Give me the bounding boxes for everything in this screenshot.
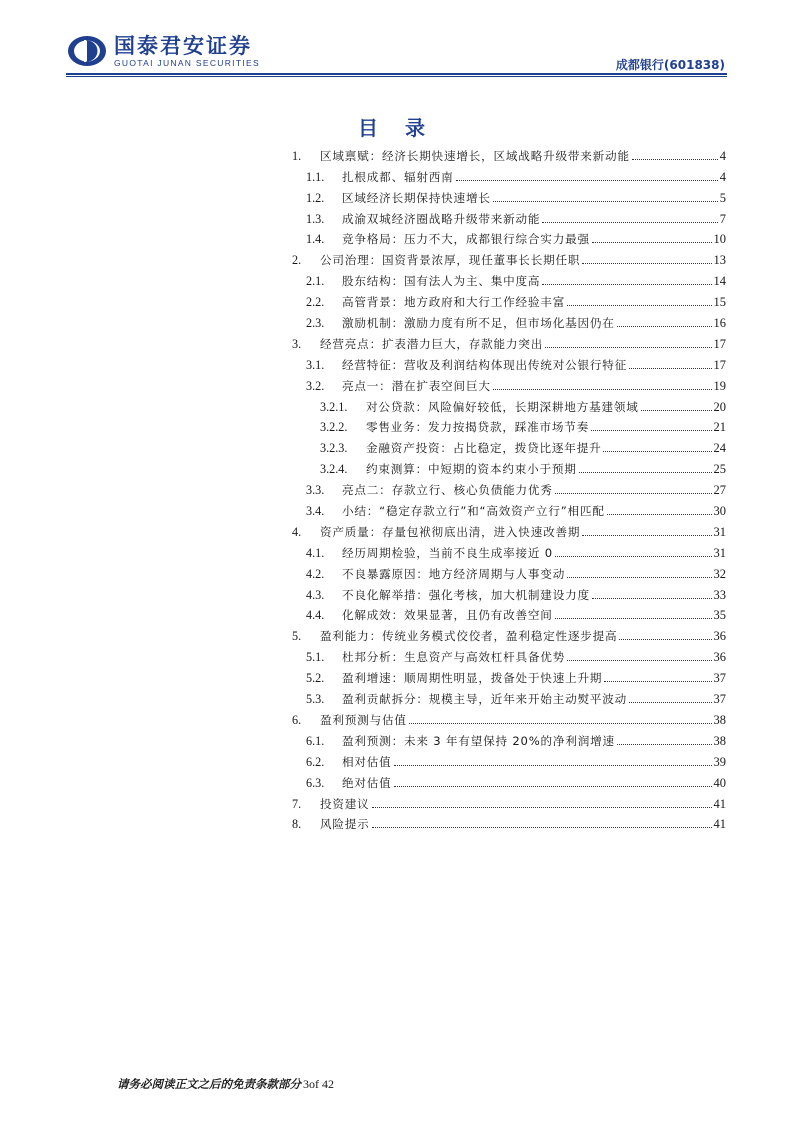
- toc-dot-leader: [617, 326, 712, 327]
- toc-entry-number: 4.4.: [306, 608, 325, 623]
- toc-dot-leader: [603, 451, 711, 452]
- toc-entry[interactable]: [290, 561, 726, 582]
- toc-entry-text: 公司治理：国资背景浓厚，现任董事长长期任职: [320, 253, 581, 268]
- toc-entry-text: 相对估值: [342, 754, 392, 769]
- toc-entry-number: 4.: [292, 524, 302, 539]
- toc-entry[interactable]: [290, 143, 726, 164]
- toc-entry[interactable]: [290, 707, 726, 728]
- toc-entry-text: 经营特征：营收及利润结构体现出传统对公银行特征: [342, 357, 628, 372]
- toc-dot-leader: [582, 535, 711, 536]
- toc-entry[interactable]: [290, 373, 726, 394]
- toc-entry-number: 3.3.: [306, 483, 325, 498]
- toc-entry-page: 31: [713, 545, 726, 560]
- header-rule-thick: [66, 73, 727, 75]
- toc-entry-page: 39: [713, 754, 726, 769]
- toc-dot-leader: [579, 472, 712, 473]
- toc-dot-leader: [604, 681, 711, 682]
- toc-entry[interactable]: [290, 310, 726, 331]
- toc-entry-number: 7.: [292, 796, 302, 811]
- toc-dot-leader: [641, 410, 712, 411]
- toc-entry-text: 化解成效：效果显著，且仍有改善空间: [342, 608, 553, 623]
- toc-entry-page: 31: [713, 524, 726, 539]
- toc-entry-text: 扎根成都、辐射西南: [342, 169, 454, 184]
- toc-entry-text: 盈利贡献拆分：规模主导，近年来开始主动熨平波动: [342, 692, 628, 707]
- toc-entry-number: 1.: [292, 148, 302, 163]
- toc-entry-number: 3.2.2.: [320, 420, 348, 435]
- toc-entry[interactable]: [290, 770, 726, 791]
- toc-entry-number: 4.2.: [306, 566, 325, 581]
- toc-entry[interactable]: [290, 456, 726, 477]
- toc-dot-leader: [629, 368, 711, 369]
- toc-entry-page: 19: [713, 378, 726, 393]
- toc-entry-page: 17: [713, 357, 726, 372]
- toc-entry[interactable]: [290, 686, 726, 707]
- toc-entry-text: 约束测算：中短期的资本约束小于预期: [366, 462, 577, 477]
- toc-dot-leader: [394, 765, 712, 766]
- toc-entry[interactable]: [290, 394, 726, 415]
- toc-entry-text: 激励机制：激励力度有所不足，但市场化基因仍在: [342, 316, 615, 331]
- toc-entry-text: 亮点二：存款立行、核心负债能力优秀: [342, 483, 553, 498]
- toc-entry[interactable]: [290, 352, 726, 373]
- toc-dot-leader: [493, 389, 712, 390]
- toc-dot-leader: [591, 430, 711, 431]
- toc-entry-number: 3.: [292, 336, 302, 351]
- toc-dot-leader: [542, 284, 711, 285]
- toc-entry-number: 3.4.: [306, 504, 325, 519]
- toc-entry-page: 30: [713, 504, 726, 519]
- toc-entry[interactable]: [290, 749, 726, 770]
- table-of-contents: [290, 143, 726, 832]
- toc-entry-text: 不良化解举措：强化考核，加大机制建设力度: [342, 587, 590, 602]
- toc-dot-leader: [542, 222, 717, 223]
- toc-entry-number: 4.1.: [306, 545, 325, 560]
- toc-dot-leader: [493, 201, 718, 202]
- toc-entry-page: 41: [713, 796, 726, 811]
- page-header: [0, 0, 793, 80]
- toc-entry[interactable]: [290, 603, 726, 624]
- toc-entry[interactable]: [290, 206, 726, 227]
- toc-entry-text: 竞争格局：压力不大，成都银行综合实力最强: [342, 232, 590, 247]
- toc-entry-number: 1.2.: [306, 190, 325, 205]
- toc-entry-text: 投资建议: [320, 796, 370, 811]
- toc-dot-leader: [619, 639, 711, 640]
- toc-entry-text: 金融资产投资：占比稳定，拨贷比逐年提升: [366, 441, 602, 456]
- toc-entry[interactable]: [290, 519, 726, 540]
- toc-entry-number: 1.4.: [306, 232, 325, 247]
- toc-entry-text: 盈利预测与估值: [320, 712, 407, 727]
- toc-entry-number: 1.3.: [306, 211, 325, 226]
- toc-dot-leader: [607, 514, 712, 515]
- disclaimer-note: 请务必阅读正文之后的免责条款部分: [117, 1077, 301, 1091]
- toc-entry-number: 5.1.: [306, 650, 325, 665]
- toc-entry-text: 成渝双城经济圈战略升级带来新动能: [342, 211, 541, 226]
- toc-entry-text: 资产质量：存量包袱彻底出清，进入快速改善期: [320, 524, 581, 539]
- toc-dot-leader: [555, 493, 712, 494]
- toc-entry-page: 4: [719, 148, 726, 163]
- logo-chinese-name: 国泰君安证券: [114, 33, 252, 58]
- toc-entry-page: 27: [713, 483, 726, 498]
- toc-dot-leader: [567, 305, 711, 306]
- toc-dot-leader: [555, 556, 712, 557]
- toc-entry-text: 区域经济长期保持快速增长: [342, 190, 491, 205]
- toc-entry-page: 35: [713, 608, 726, 623]
- toc-dot-leader: [372, 827, 712, 828]
- toc-dot-leader: [592, 242, 712, 243]
- toc-entry-page: 13: [713, 253, 726, 268]
- toc-dot-leader: [372, 807, 712, 808]
- toc-title: 目 录: [358, 116, 435, 140]
- toc-entry-number: 3.2.1.: [320, 399, 348, 414]
- toc-entry-text: 杜邦分析：生息资产与高效杠杆具备优势: [342, 650, 566, 665]
- toc-entry-page: 5: [719, 190, 726, 205]
- toc-entry-text: 盈利预测：未来 3 年有望保持 20%的净利润增速: [342, 733, 615, 748]
- toc-entry-number: 5.2.: [306, 671, 325, 686]
- toc-entry[interactable]: [290, 227, 726, 248]
- toc-entry-page: 41: [713, 817, 726, 832]
- toc-entry-text: 高管背景：地方政府和大行工作经验丰富: [342, 295, 566, 310]
- toc-entry-text: 绝对估值: [342, 775, 392, 790]
- page-footer: [117, 1076, 334, 1092]
- toc-entry[interactable]: [290, 477, 726, 498]
- toc-entry-number: 1.1.: [306, 169, 325, 184]
- toc-entry-page: 16: [713, 316, 726, 331]
- toc-entry-page: 37: [713, 671, 726, 686]
- toc-entry-page: 17: [713, 336, 726, 351]
- company-ticker-label: 成都银行(601838): [615, 58, 725, 72]
- toc-entry-number: 3.2.3.: [320, 441, 348, 456]
- toc-dot-leader: [394, 786, 712, 787]
- toc-entry-text: 零售业务：发力按揭贷款，踩准市场节奏: [366, 420, 590, 435]
- toc-dot-leader: [567, 660, 711, 661]
- toc-entry-text: 股东结构：国有法人为主、集中度高: [342, 274, 541, 289]
- toc-entry-number: 5.3.: [306, 692, 325, 707]
- toc-entry-number: 2.2.: [306, 295, 325, 310]
- toc-entry-page: 37: [713, 692, 726, 707]
- toc-entry[interactable]: [290, 540, 726, 561]
- toc-entry[interactable]: [290, 164, 726, 185]
- toc-dot-leader: [617, 744, 712, 745]
- toc-dot-leader: [629, 702, 711, 703]
- toc-dot-leader: [567, 577, 711, 578]
- toc-entry[interactable]: [290, 498, 726, 519]
- toc-entry-number: 6.2.: [306, 754, 325, 769]
- page-number: 3of 42: [303, 1077, 334, 1091]
- toc-entry-text: 经营亮点：扩表潜力巨大，存款能力突出: [320, 336, 544, 351]
- toc-dot-leader: [555, 618, 712, 619]
- logo-english-name: GUOTAI JUNAN SECURITIES: [114, 57, 260, 68]
- toc-entry-page: 33: [713, 587, 726, 602]
- toc-dot-leader: [409, 723, 712, 724]
- toc-dot-leader: [545, 347, 711, 348]
- guotai-junan-logo-icon: [66, 34, 108, 68]
- toc-dot-leader: [592, 598, 712, 599]
- toc-entry-page: 15: [713, 295, 726, 310]
- toc-entry[interactable]: [290, 812, 726, 833]
- toc-entry-text: 不良暴露原因：地方经济周期与人事变动: [342, 566, 566, 581]
- toc-entry[interactable]: [290, 728, 726, 749]
- toc-entry[interactable]: [290, 582, 726, 603]
- toc-entry-page: 36: [713, 650, 726, 665]
- toc-entry[interactable]: [290, 435, 726, 456]
- toc-entry-page: 14: [713, 274, 726, 289]
- toc-entry[interactable]: [290, 644, 726, 665]
- toc-entry-text: 经历周期检验，当前不良生成率接近 0: [342, 545, 553, 560]
- toc-entry-text: 亮点一：潜在扩表空间巨大: [342, 378, 491, 393]
- toc-entry-text: 对公贷款：风险偏好较低，长期深耕地方基建领域: [366, 399, 639, 414]
- toc-entry[interactable]: [290, 289, 726, 310]
- toc-entry-number: 4.3.: [306, 587, 325, 602]
- toc-entry-number: 3.2.: [306, 378, 325, 393]
- toc-entry-page: 21: [713, 420, 726, 435]
- toc-entry-number: 6.1.: [306, 733, 325, 748]
- toc-entry[interactable]: [290, 247, 726, 268]
- toc-entry-text: 风险提示: [320, 817, 370, 832]
- toc-entry-page: 7: [719, 211, 726, 226]
- toc-entry-number: 3.1.: [306, 357, 325, 372]
- toc-entry[interactable]: [290, 415, 726, 436]
- toc-dot-leader: [456, 180, 718, 181]
- toc-entry-number: 2.1.: [306, 274, 325, 289]
- header-rule-thin: [66, 76, 727, 77]
- toc-entry[interactable]: [290, 623, 726, 644]
- toc-entry-page: 38: [713, 712, 726, 727]
- toc-entry-number: 6.3.: [306, 775, 325, 790]
- toc-entry-number: 2.3.: [306, 316, 325, 331]
- toc-entry-text: 盈利增速：顺周期性明显，拨备处于快速上升期: [342, 671, 603, 686]
- toc-entry-number: 8.: [292, 817, 302, 832]
- toc-dot-leader: [582, 263, 711, 264]
- toc-entry-number: 3.2.4.: [320, 462, 348, 477]
- toc-entry-number: 2.: [292, 253, 302, 268]
- toc-entry-page: 10: [713, 232, 726, 247]
- toc-entry-page: 36: [713, 629, 726, 644]
- toc-entry[interactable]: [290, 268, 726, 289]
- toc-entry[interactable]: [290, 331, 726, 352]
- toc-entry-page: 38: [713, 733, 726, 748]
- toc-entry-page: 24: [713, 441, 726, 456]
- toc-entry-page: 4: [719, 169, 726, 184]
- toc-entry-page: 32: [713, 566, 726, 581]
- toc-entry-page: 40: [713, 775, 726, 790]
- toc-entry[interactable]: [290, 665, 726, 686]
- toc-entry-text: 小结：“稳定存款立行”和“高效资产立行”相匹配: [342, 504, 605, 519]
- toc-entry[interactable]: [290, 791, 726, 812]
- toc-entry-number: 5.: [292, 629, 302, 644]
- toc-entry-page: 25: [713, 462, 726, 477]
- toc-entry-page: 20: [713, 399, 726, 414]
- toc-dot-leader: [632, 159, 718, 160]
- toc-entry-text: 区域禀赋：经济长期快速增长，区域战略升级带来新动能: [320, 148, 630, 163]
- toc-entry-text: 盈利能力：传统业务模式佼佼者，盈利稳定性逐步提高: [320, 629, 618, 644]
- company-logo: [66, 34, 260, 68]
- toc-entry-number: 6.: [292, 712, 302, 727]
- toc-entry[interactable]: [290, 185, 726, 206]
